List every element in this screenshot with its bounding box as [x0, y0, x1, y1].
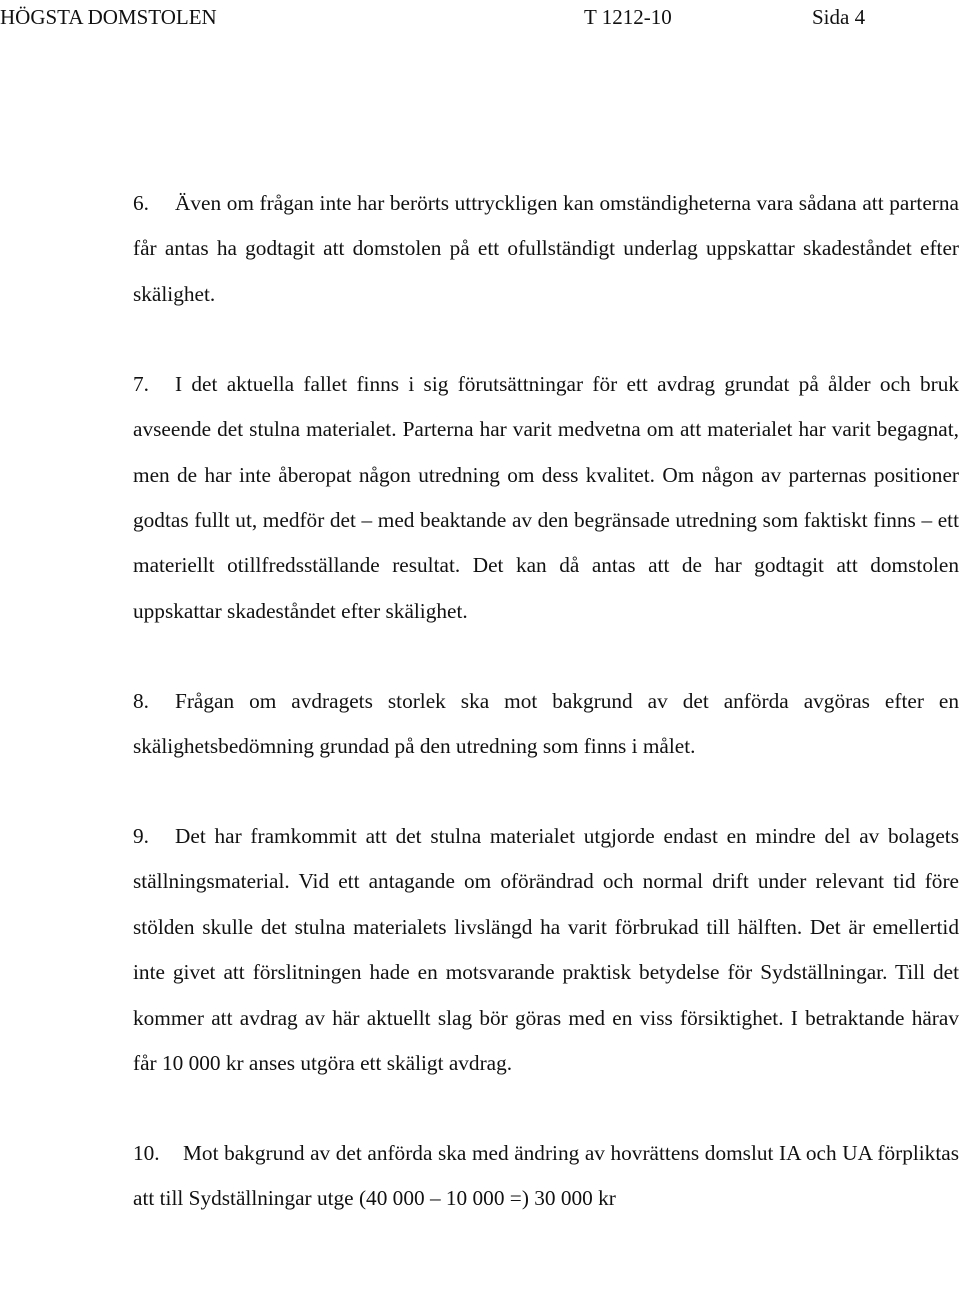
paragraph-text: Även om frågan inte har berörts uttryckligen kan omständigheterna vara sådana att parterna får antas ha godtagit att domstolen på ett ofullständigt underlag uppskattar skadeståndet efter skälighet. [133, 191, 959, 306]
paragraph-9 [133, 814, 959, 1086]
paragraph-6 [133, 181, 959, 317]
paragraph-number: 10. [133, 1140, 160, 1165]
paragraph-10 [133, 1131, 959, 1222]
page-number: Sida 4 [812, 5, 866, 29]
case-number: T 1212-10 [584, 5, 672, 29]
paragraph-number: 9. [133, 823, 149, 848]
paragraph-text: Mot bakgrund av det anförda ska med ändring av hovrättens domslut IA och UA förpliktas att till Sydställningar utge (40 000 – 10 000 =) 30 000 kr [133, 1140, 959, 1211]
paragraph-8 [133, 679, 959, 770]
court-name: HÖGSTA DOMSTOLEN [0, 5, 217, 29]
judgment-body [133, 181, 959, 1222]
paragraph-number: 7. [133, 371, 149, 396]
paragraph-number: 6. [133, 191, 149, 215]
paragraph-number: 8. [133, 688, 149, 713]
paragraph-text: Frågan om avdragets storlek ska mot bakgrund av det anförda avgöras efter en skälighetsbedömning grundad på den utredning som finns i målet. [133, 688, 959, 759]
page-header [0, 2, 960, 32]
paragraph-7 [133, 362, 959, 634]
paragraph-text: Det har framkommit att det stulna materialet utgjorde endast en mindre del av bolagets ställningsmaterial. Vid ett antagande om oförändrad och normal drift under relevant tid före stölden skulle det stulna materialets livslängd ha varit förbrukad till hälften. Det är emellertid inte givet att förslitningen hade en motsvarande praktisk betydelse för Sydställningar. Till det kommer att avdrag av här aktuellt slag bör göras med en viss försiktighet. I betraktande härav får 10 000 kr anses utgöra ett skäligt avdrag. [133, 823, 959, 1075]
paragraph-text: I det aktuella fallet finns i sig förutsättningar för ett avdrag grundat på ålder och bruk avseende det stulna materialet. Parterna har varit medvetna om att materialet har varit begagnat, men de har inte åberopat någon utredning om dess kvalitet. Om någon av parternas positioner godtas fullt ut, medför det – med beaktande av den begränsade utredning som faktiskt finns – ett materiellt otillfredsställande resultat. Det kan då antas att de har godtagit att domstolen uppskattar skadeståndet efter skälighet. [133, 371, 959, 623]
